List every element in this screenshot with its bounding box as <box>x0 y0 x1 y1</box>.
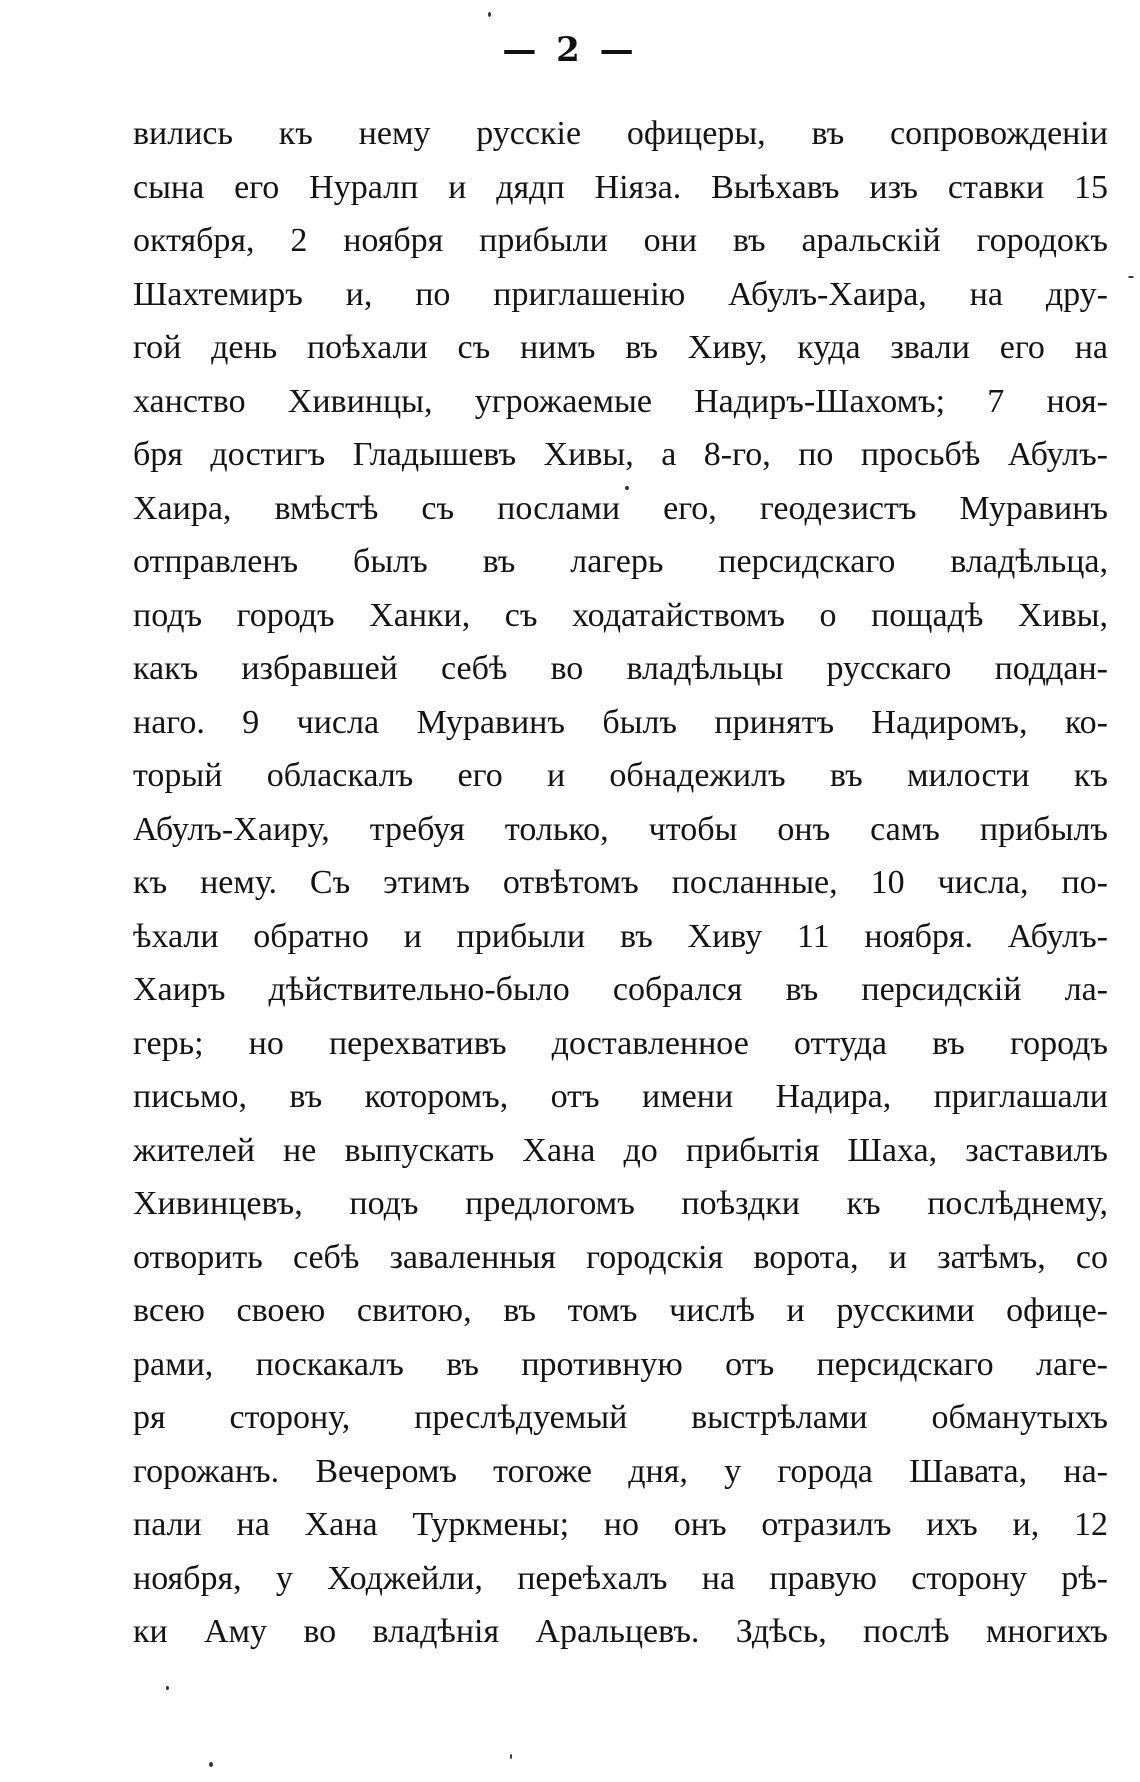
text-line: Хаиръ дѣйствительно-было собрался въ персидскій ла- <box>133 971 1108 1008</box>
text-line: какъ избравшей себѣ во владѣльцы русскаго поддан- <box>133 650 1108 687</box>
text-line: всею своею свитою, въ томъ числѣ и русскими офице- <box>133 1292 1108 1329</box>
body-text <box>133 107 1108 1659</box>
text-line: ки Аму во владѣнія Аральцевъ. Здѣсь, послѣ многихъ <box>133 1613 1108 1650</box>
text-line: Шахтемиръ и, по приглашенію Абулъ-Хаира, на дру- <box>133 275 1108 313</box>
text-line: отворить себѣ заваленныя городскія ворота, и затѣмъ, со <box>133 1238 1108 1276</box>
text-line: ноября, у Ходжейли, переѣхалъ на правую сторону рѣ- <box>133 1559 1108 1597</box>
page-number: — 2 — <box>502 30 638 70</box>
text-line: жителей не выпускать Хана до прибытія Шаха, заставилъ <box>133 1131 1108 1169</box>
text-line: гой день поѣхали съ нимъ въ Хиву, куда звали его на <box>133 329 1108 366</box>
text-line: письмо, въ которомъ, отъ имени Надира, приглашали <box>133 1078 1108 1115</box>
scan-speck <box>1128 276 1134 278</box>
text-line: Хаира, вмѣстѣ съ послами его, геодезистъ Муравинъ <box>133 489 1108 527</box>
text-line: наго. 9 числа Муравинъ былъ принятъ Надиромъ, ко- <box>133 703 1108 741</box>
scan-speck <box>488 12 491 17</box>
text-line: октября, 2 ноября прибыли они въ аральскій городокъ <box>133 222 1108 259</box>
text-line: Абулъ-Хаиру, требуя только, чтобы онъ самъ прибылъ <box>133 810 1108 848</box>
scan-speck <box>209 1762 213 1767</box>
text-line: рами, поскакалъ въ противную отъ персидскаго лаге- <box>133 1345 1108 1383</box>
text-line: пали на Хана Туркмены; но онъ отразилъ ихъ и, 12 <box>133 1506 1108 1543</box>
text-line: отправленъ былъ въ лагерь персидскаго владѣльца, <box>133 543 1108 580</box>
text-line: къ нему. Съ этимъ отвѣтомъ посланные, 10 числа, по- <box>133 864 1108 901</box>
text-line: сына его Нуралп и дядп Ніяза. Выѣхавъ изъ ставки 15 <box>133 168 1108 206</box>
text-line: ѣхали обратно и прибыли въ Хиву 11 ноября. Абулъ- <box>133 917 1108 955</box>
text-line: подъ городъ Ханки, съ ходатайствомъ о пощадѣ Хивы, <box>133 596 1108 634</box>
scan-speck <box>625 486 629 490</box>
text-line: герь; но перехвативъ доставленное оттуда въ городъ <box>133 1024 1108 1062</box>
text-line: ря сторону, преслѣдуемый выстрѣлами обманутыхъ <box>133 1399 1108 1436</box>
text-line: бря достигъ Гладышевъ Хивы, а 8-го, по просьбѣ Абулъ- <box>133 436 1108 473</box>
text-line: ханство Хивинцы, угрожаемые Надиръ-Шахомъ; 7 ноя- <box>133 382 1108 420</box>
text-line: Хивинцевъ, подъ предлогомъ поѣздки къ послѣднему, <box>133 1185 1108 1222</box>
scan-speck <box>510 1754 512 1759</box>
text-line: вились къ нему русскіе офицеры, въ сопровожденіи <box>133 115 1108 152</box>
scan-speck <box>166 1686 169 1690</box>
text-line: горожанъ. Вечеромъ тогоже дня, у города Шавата, на- <box>133 1452 1108 1490</box>
text-line: торый обласкалъ его и обнадежилъ въ милости къ <box>133 757 1108 794</box>
